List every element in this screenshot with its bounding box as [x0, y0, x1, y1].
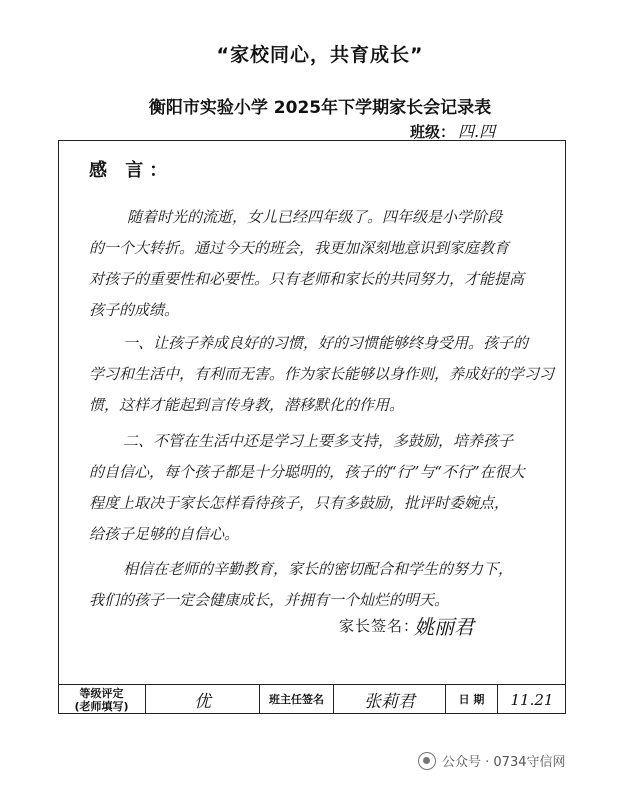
handwritten-line: 二、不管在生活中还是学习上要多支持，多鼓励，培养孩子 [123, 432, 514, 450]
handwritten-line: 给孩子足够的自信心。 [89, 525, 240, 543]
date-label: 日 期 [458, 693, 485, 706]
watermark-text: 公众号 · 0734守信网 [442, 755, 566, 770]
handwritten-line: 一、让孩子养成良好的习惯，好的习惯能够终身受用。孩子的 [123, 334, 529, 352]
teacher-signature: 张莉君 [364, 692, 415, 712]
handwritten-line: 孩子的成绩。 [89, 301, 180, 319]
handwritten-line: 相信在老师的辛勤教育，家长的密切配合和学生的努力下， [123, 560, 514, 578]
grade-label-cell [58, 685, 146, 714]
class-value: 四.四 [458, 122, 496, 141]
handwritten-line: 学习和生活中，有利而无害。作为家长能够以身作则，养成好的学习习 [89, 365, 555, 383]
handwritten-line: 的一个大转折。通过今天的班会，我更加深刻地意识到家庭教育 [89, 239, 510, 257]
slogan-title: “家校同心，共育成长” [216, 44, 424, 66]
wechat-official-account-icon [418, 752, 436, 770]
grade-value: 优 [194, 692, 211, 712]
handwritten-line: 我们的孩子一定会健康成长，并拥有一个灿烂的明天。 [89, 591, 450, 609]
date-value-cell [498, 685, 566, 714]
handwritten-line: 随着时光的流逝，女儿已经四年级了。四年级是小学阶段 [127, 208, 503, 226]
form-title: 衡阳市实验小学 2025年下学期家长会记录表 [148, 98, 492, 118]
grade-label-note: (老师填写) [74, 699, 129, 713]
thanks-heading: 感 言： [89, 160, 174, 181]
watermark [418, 751, 565, 770]
handwritten-line: 惯，这样才能起到言传身教，潜移默化的作用。 [89, 396, 405, 414]
teacher-value-cell [334, 685, 446, 714]
teacher-label-cell [260, 685, 334, 714]
record-box [58, 140, 566, 714]
parent-signature: 姚丽君 [414, 615, 474, 639]
grade-value-cell [146, 685, 260, 714]
date-label-cell [446, 685, 498, 714]
teacher-signature-label: 班主任签名 [269, 693, 324, 706]
parent-signature-label: 家长签名： [339, 617, 420, 635]
date-value: 11.21 [510, 690, 554, 709]
grade-row [58, 684, 566, 714]
handwritten-line: 程度上取决于家长怎样看待孩子，只有多鼓励，批评时委婉点， [89, 494, 510, 512]
handwritten-line: 对孩子的重要性和必要性。只有老师和家长的共同努力，才能提高 [89, 270, 525, 288]
handwritten-line: 的自信心，每个孩子都是十分聪明的，孩子的“行”与“不行”在很大 [89, 463, 525, 481]
class-label: 班级： [410, 123, 456, 141]
grade-label: 等级评定 [79, 686, 124, 700]
